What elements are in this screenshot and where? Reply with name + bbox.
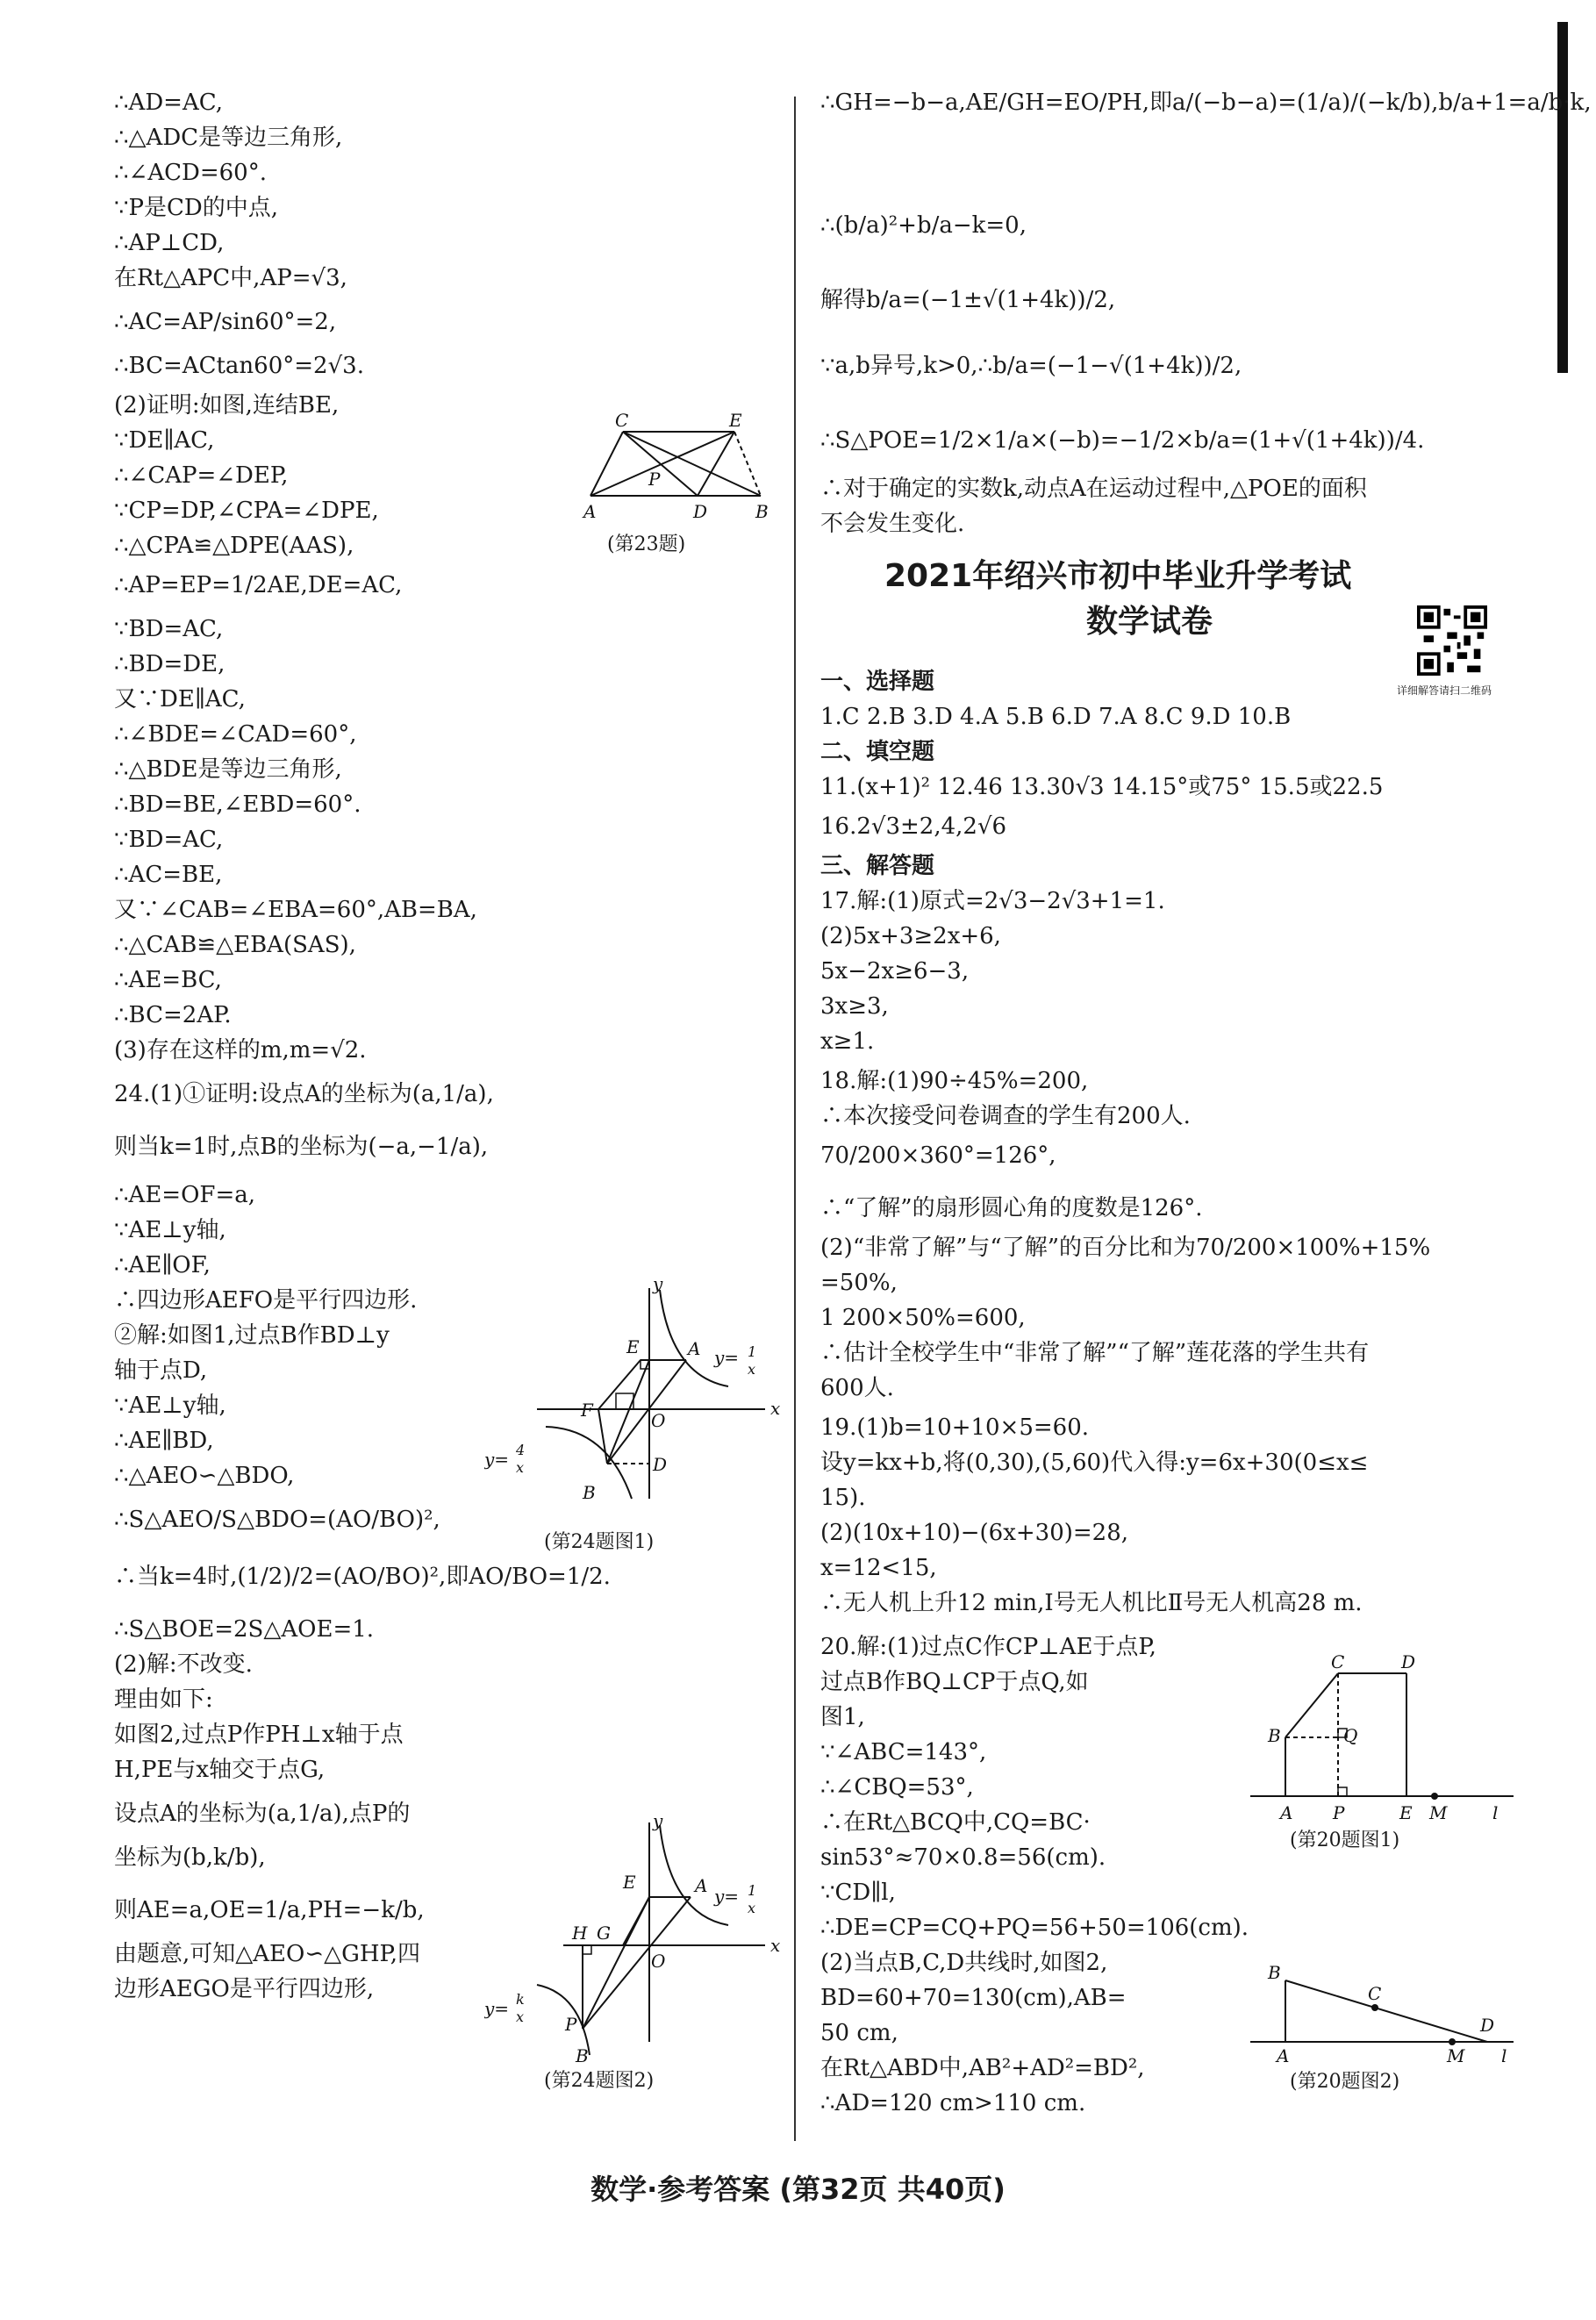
- text-line: ∴GH=−b−a,AE/GH=EO/PH,即a/(−b−a)=(1/a)/(−k/b),b/a+1=a/b·k,: [820, 90, 1592, 116]
- text-line: ∵P是CD的中点,: [114, 195, 279, 221]
- text-line: 又∵∠CAB=∠EBA=60°,AB=BA,: [114, 897, 477, 923]
- text-line: ∴∠CBQ=53°,: [820, 1774, 974, 1801]
- svg-text:l: l: [1492, 1802, 1499, 1823]
- text-line: 图1,: [820, 1704, 865, 1730]
- svg-text:O: O: [651, 1410, 666, 1431]
- text-line: 一、选择题: [820, 669, 935, 695]
- caption-fig20-2: (第20题图2): [1290, 2071, 1400, 2093]
- text-line: ∴AE∥OF,: [114, 1252, 211, 1278]
- text-line: ∴AC=BE,: [114, 862, 223, 888]
- text-line: (2)解:不改变.: [114, 1651, 253, 1678]
- text-line: ∵DE∥AC,: [114, 427, 215, 454]
- svg-text:B: B: [755, 501, 769, 522]
- text-line: ∴∠BDE=∠CAD=60°,: [114, 721, 357, 748]
- svg-text:x: x: [516, 2009, 525, 2025]
- text-line: ∴BD=BE,∠EBD=60°.: [114, 791, 361, 818]
- text-line: ∴AD=AC,: [114, 90, 223, 116]
- text-line: 70/200×360°=126°,: [820, 1142, 1056, 1169]
- text-line: 24.(1)①证明:设点A的坐标为(a,1/a),: [114, 1081, 494, 1107]
- text-line: ∴△CPA≌△DPE(AAS),: [114, 533, 354, 559]
- text-line: 二、填空题: [820, 739, 935, 765]
- text-line: 1 200×50%=600,: [820, 1305, 1026, 1331]
- figure-20-1: [1250, 1654, 1514, 1830]
- text-line: ∵AE⊥y轴,: [114, 1393, 226, 1419]
- svg-text:E: E: [729, 412, 742, 431]
- text-line: ∴S△POE=1/2×1/a×(−b)=−1/2×b/a=(1+√(1+4k))/4.: [820, 427, 1425, 454]
- text-line: 过点B作BQ⊥CP于点Q,如: [820, 1669, 1089, 1695]
- text-line: ∴S△AEO/S△BDO=(AO/BO)²,: [114, 1507, 440, 1533]
- text-line: ∴BC=2AP.: [114, 1002, 232, 1028]
- text-line: ∴BD=DE,: [114, 651, 225, 677]
- text-line: ∵a,b异号,k>0,∴b/a=(−1−√(1+4k))/2,: [820, 353, 1242, 379]
- text-line: (2)证明:如图,连结BE,: [114, 392, 340, 419]
- svg-text:Q: Q: [1343, 1725, 1358, 1746]
- text-line: 又∵DE∥AC,: [114, 686, 246, 712]
- text-line: ∵CP=DP,∠CPA=∠DPE,: [114, 498, 379, 524]
- svg-text:x: x: [516, 1459, 525, 1476]
- svg-text:y=: y=: [714, 1886, 740, 1907]
- text-line: ∴△BDE是等边三角形,: [114, 756, 342, 783]
- text-line: 则当k=1时,点B的坐标为(−a,−1/a),: [114, 1134, 489, 1160]
- svg-text:D: D: [1480, 2015, 1495, 2036]
- text-line: BD=60+70=130(cm),AB=: [820, 1985, 1127, 2011]
- text-line: 由题意,可知△AEO∽△GHP,四: [114, 1941, 421, 1967]
- text-line: 在Rt△ABD中,AB²+AD²=BD²,: [820, 2055, 1145, 2081]
- text-line: ∴AC=AP/sin60°=2,: [114, 309, 337, 335]
- svg-text:x: x: [770, 1935, 781, 1956]
- text-line: ∴在Rt△BCQ中,CQ=BC·: [820, 1809, 1091, 1836]
- column-divider: [794, 97, 796, 2141]
- text-line: 解得b/a=(−1±√(1+4k))/2,: [820, 287, 1116, 313]
- svg-text:y=: y=: [484, 1998, 510, 2019]
- exam-subtitle: 数学试卷: [1086, 604, 1213, 640]
- svg-text:1: 1: [748, 1882, 757, 1899]
- svg-text:E: E: [1399, 1802, 1413, 1823]
- text-line: 边形AEGO是平行四边形,: [114, 1976, 375, 2002]
- text-line: x=12<15,: [820, 1555, 937, 1581]
- svg-text:x: x: [748, 1900, 756, 1916]
- qr-code-icon[interactable]: [1417, 605, 1487, 676]
- page-edge-mark: [1557, 22, 1568, 373]
- text-line: ∴∠CAP=∠DEP,: [114, 462, 289, 489]
- text-line: ∵BD=AC,: [114, 616, 224, 642]
- svg-text:M: M: [1429, 1802, 1448, 1823]
- text-line: ∴S△BOE=2S△AOE=1.: [114, 1616, 375, 1643]
- figure-24-2: [484, 1818, 783, 2073]
- svg-text:C: C: [1331, 1654, 1345, 1672]
- text-line: 坐标为(b,k/b),: [114, 1844, 266, 1871]
- svg-text:A: A: [1277, 2045, 1290, 2066]
- text-line: 3x≥3,: [820, 993, 889, 1020]
- svg-text:x: x: [770, 1398, 781, 1419]
- text-line: 15).: [820, 1485, 866, 1511]
- svg-text:M: M: [1447, 2045, 1465, 2066]
- text-line: 不会发生变化.: [820, 511, 965, 537]
- caption-fig23: (第23题): [607, 533, 686, 555]
- svg-text:E: E: [623, 1872, 636, 1893]
- svg-text:B: B: [583, 1482, 596, 1503]
- text-line: 11.(x+1)² 12.46 13.30√3 14.15°或75° 15.5或22.5: [820, 774, 1384, 800]
- svg-text:y: y: [653, 1818, 663, 1831]
- caption-fig24-1: (第24题图1): [544, 1531, 655, 1553]
- text-line: ∴△ADC是等边三角形,: [114, 125, 343, 151]
- svg-text:l: l: [1501, 2045, 1507, 2066]
- svg-text:A: A: [583, 501, 597, 522]
- text-line: x≥1.: [820, 1028, 875, 1055]
- svg-text:P: P: [565, 2014, 577, 2035]
- text-line: 20.解:(1)过点C作CP⊥AE于点P,: [820, 1634, 1156, 1660]
- text-line: ∴AP⊥CD,: [114, 230, 225, 256]
- svg-text:A: A: [688, 1338, 701, 1359]
- text-line: ∴(b/a)²+b/a−k=0,: [820, 212, 1027, 239]
- svg-text:D: D: [653, 1454, 668, 1475]
- text-line: ∴AE=OF=a,: [114, 1182, 255, 1208]
- svg-text:C: C: [615, 412, 629, 431]
- text-line: ∴估计全校学生中“非常了解”“了解”莲花落的学生共有: [820, 1340, 1370, 1366]
- svg-text:D: D: [1401, 1654, 1416, 1672]
- svg-text:P: P: [1333, 1802, 1345, 1823]
- svg-text:x: x: [748, 1361, 756, 1378]
- text-line: ∵∠ABC=143°,: [820, 1739, 987, 1765]
- text-line: 三、解答题: [820, 853, 935, 879]
- figure-20-2: [1250, 1961, 1514, 2066]
- text-line: 则AE=a,OE=1/a,PH=−k/b,: [114, 1897, 425, 1923]
- svg-text:P: P: [648, 469, 661, 490]
- svg-text:G: G: [597, 1923, 611, 1944]
- figure-24-1: [484, 1279, 783, 1516]
- caption-fig20-1: (第20题图1): [1290, 1830, 1400, 1851]
- text-line: 如图2,过点P作PH⊥x轴于点: [114, 1722, 404, 1748]
- text-line: 16.2√3±2,4,2√6: [820, 813, 1007, 840]
- svg-text:O: O: [651, 1951, 666, 1972]
- text-line: ∴△CAB≌△EBA(SAS),: [114, 932, 356, 958]
- text-line: ∴本次接受问卷调查的学生有200人.: [820, 1103, 1191, 1129]
- text-line: ∴四边形AEFO是平行四边形.: [114, 1287, 418, 1314]
- svg-text:B: B: [1268, 1725, 1281, 1746]
- text-line: ∴AE=BC,: [114, 967, 222, 993]
- text-line: sin53°≈70×0.8=56(cm).: [820, 1844, 1106, 1871]
- text-line: 理由如下:: [114, 1686, 213, 1713]
- text-line: ②解:如图1,过点B作BD⊥y: [114, 1322, 390, 1349]
- text-line: (2)“非常了解”与“了解”的百分比和为70/200×100%+15%: [820, 1235, 1431, 1261]
- svg-text:A: A: [695, 1875, 708, 1896]
- svg-text:A: A: [1280, 1802, 1293, 1823]
- text-line: ∴当k=4时,(1/2)/2=(AO/BO)²,即AO/BO=1/2.: [114, 1564, 611, 1590]
- svg-text:k: k: [516, 1991, 525, 2008]
- text-line: 18.解:(1)90÷45%=200,: [820, 1068, 1089, 1094]
- text-line: 19.(1)b=10+10×5=60.: [820, 1414, 1090, 1441]
- text-line: 17.解:(1)原式=2√3−2√3+1=1.: [820, 888, 1165, 914]
- svg-text:F: F: [581, 1400, 593, 1421]
- text-line: ∴AD=120 cm>110 cm.: [820, 2090, 1086, 2116]
- svg-text:B: B: [1268, 1962, 1281, 1983]
- text-line: 在Rt△APC中,AP=√3,: [114, 265, 347, 291]
- svg-text:y=: y=: [484, 1449, 510, 1470]
- text-line: ∴AE∥BD,: [114, 1428, 214, 1454]
- text-line: 轴于点D,: [114, 1357, 208, 1384]
- text-line: =50%,: [820, 1270, 898, 1296]
- text-line: 600人.: [820, 1375, 894, 1401]
- text-line: 设点A的坐标为(a,1/a),点P的: [114, 1801, 411, 1827]
- text-line: ∴BC=ACtan60°=2√3.: [114, 353, 364, 379]
- text-line: (2)5x+3≥2x+6,: [820, 923, 1001, 949]
- text-line: ∵BD=AC,: [114, 827, 224, 853]
- text-line: ∴无人机上升12 min,Ⅰ号无人机比Ⅱ号无人机高28 m.: [820, 1590, 1363, 1616]
- text-line: 50 cm,: [820, 2020, 898, 2046]
- text-line: ∴DE=CP=CQ+PQ=56+50=106(cm).: [820, 1915, 1249, 1941]
- svg-text:C: C: [1368, 1983, 1382, 2004]
- svg-text:B: B: [576, 2045, 589, 2066]
- text-line: (2)(10x+10)−(6x+30)=28,: [820, 1520, 1129, 1546]
- text-line: 1.C 2.B 3.D 4.A 5.B 6.D 7.A 8.C 9.D 10.B: [820, 704, 1292, 730]
- text-line: H,PE与x轴交于点G,: [114, 1757, 326, 1783]
- svg-text:H: H: [572, 1923, 588, 1944]
- qr-caption: 详细解答请扫二维码: [1397, 684, 1492, 697]
- caption-fig24-2: (第24题图2): [544, 2070, 655, 2092]
- text-line: 5x−2x≥6−3,: [820, 958, 970, 985]
- svg-text:E: E: [626, 1336, 640, 1357]
- exam-title: 2021年绍兴市初中毕业升学考试: [884, 558, 1352, 594]
- svg-text:y=: y=: [714, 1347, 740, 1368]
- svg-text:4: 4: [516, 1442, 526, 1458]
- text-line: ∴AP=EP=1/2AE,DE=AC,: [114, 572, 403, 598]
- page-footer: 数学·参考答案 (第32页 共40页): [590, 2173, 1006, 2206]
- text-line: (2)当点B,C,D共线时,如图2,: [820, 1950, 1108, 1976]
- text-line: ∴对于确定的实数k,动点A在运动过程中,△POE的面积: [820, 476, 1367, 502]
- svg-text:D: D: [693, 501, 708, 522]
- svg-text:1: 1: [748, 1343, 757, 1360]
- text-line: ∴∠ACD=60°.: [114, 160, 267, 186]
- text-line: ∴“了解”的扇形圆心角的度数是126°.: [820, 1195, 1203, 1221]
- svg-text:y: y: [653, 1279, 663, 1294]
- figure-23: [575, 412, 777, 526]
- text-line: ∵CD∥l,: [820, 1880, 896, 1906]
- text-line: ∴△AEO∽△BDO,: [114, 1463, 295, 1489]
- text-line: ∵AE⊥y轴,: [114, 1217, 226, 1243]
- text-line: (3)存在这样的m,m=√2.: [114, 1037, 367, 1063]
- text-line: 设y=kx+b,将(0,30),(5,60)代入得:y=6x+30(0≤x≤: [820, 1450, 1369, 1476]
